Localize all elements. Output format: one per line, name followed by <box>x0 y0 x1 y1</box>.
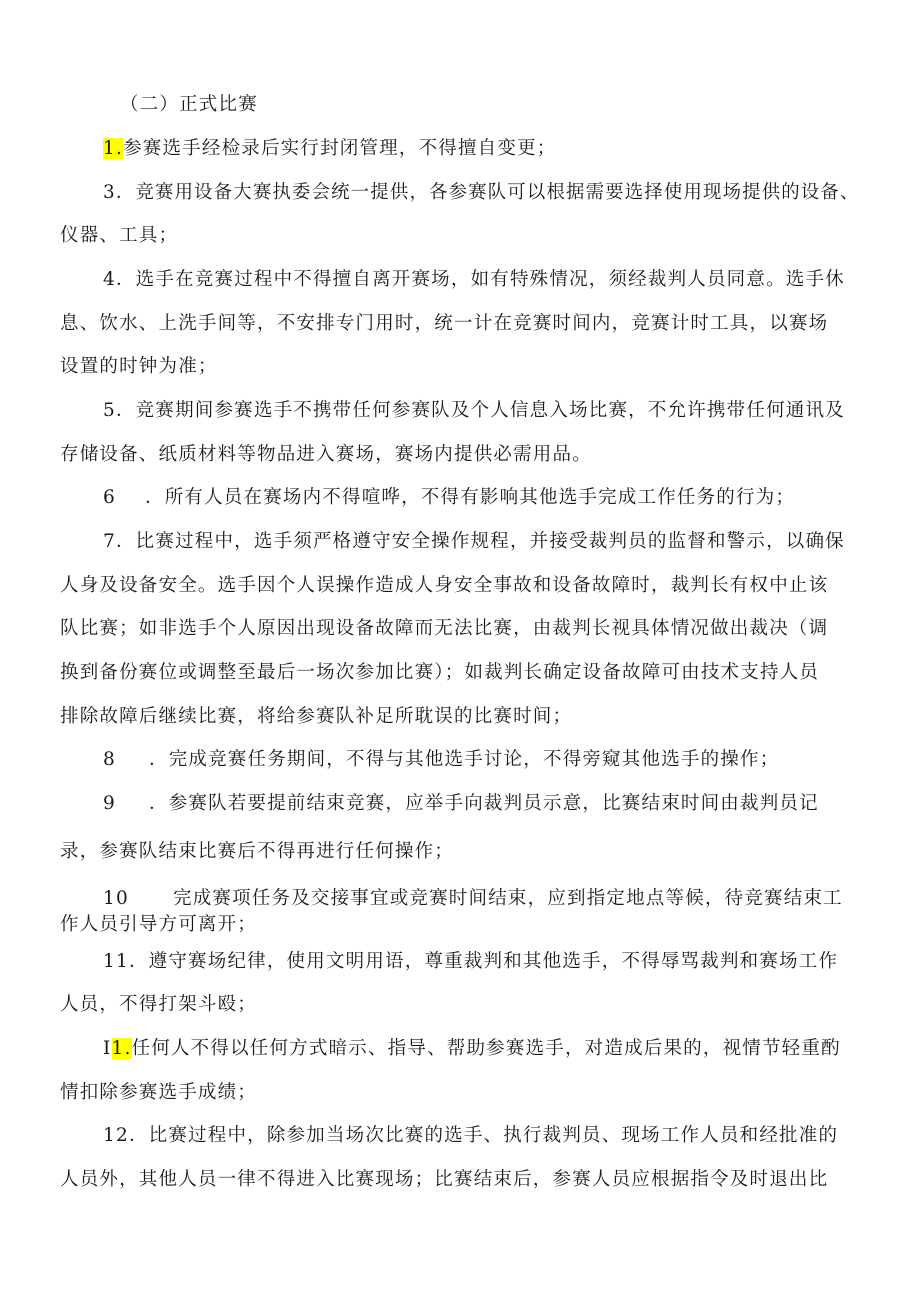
rule-text: ．参赛队若要提前结束竞赛，应举手向裁判员示意，比赛结束时间由裁判员记 <box>149 793 819 814</box>
rule-number-highlight: 1. <box>111 1038 132 1059</box>
rule-5-line-1 <box>103 399 845 423</box>
rule-text: 比赛过程中，选手须严格遵守安全操作规程，并接受裁判员的监督和警示，以确保 <box>135 531 845 552</box>
rule-text: 参赛选手经检录后实行封闭管理，不得擅自变更； <box>123 138 557 159</box>
rule-4-line-1 <box>103 268 845 292</box>
rule-text: 比赛过程中，除参加当场次比赛的选手、执行裁判员、现场工作人员和经批准的 <box>148 1125 839 1146</box>
rule-4-line-3: 设置的时钟为准； <box>60 356 218 377</box>
rule-number: 12． <box>103 1125 149 1146</box>
rule-number: 4． <box>103 269 136 290</box>
rule-number: 10 <box>103 888 129 909</box>
rule-text: 完成赛项任务及交接事宜或竞赛时间结束，应到指定地点等候，待竞赛结束工 <box>173 888 843 909</box>
rule-number: 7． <box>103 531 136 552</box>
rule-5-line-2: 存储设备、纸质材料等物品进入赛场，赛场内提供必需用品。 <box>60 444 592 465</box>
rule-number-prefix: I <box>103 1038 112 1059</box>
rule-10-line-1 <box>103 887 843 911</box>
rule-number: 8 <box>103 749 116 770</box>
rule-8-line-1 <box>103 748 779 772</box>
rule-12-line-2: 人员外，其他人员一律不得进入比赛现场；比赛结束后，参赛人员应根据指令及时退出比 <box>60 1169 829 1190</box>
rule-7-line-3: 队比赛；如非选手个人原因出现设备故障而无法比赛，由裁判长视具体情况做出裁决（调 <box>60 618 829 639</box>
rule-number: 3． <box>103 182 136 203</box>
rule-text: 选手在竞赛过程中不得擅自离开赛场，如有特殊情况，须经裁判人员同意。选手休 <box>135 269 845 290</box>
rule-i1-line-2: 情扣除参赛选手成绩； <box>60 1082 258 1103</box>
rule-text: ．所有人员在赛场内不得喧哗，不得有影响其他选手完成工作任务的行为； <box>145 487 796 508</box>
rule-7-line-2: 人身及设备安全。选手因个人误操作造成人身安全事故和设备故障时，裁判长有权中止该 <box>60 575 829 596</box>
rule-text: ．完成竞赛任务期间，不得与其他选手讨论，不得旁窥其他选手的操作； <box>149 749 780 770</box>
rule-12-line-1 <box>103 1124 838 1148</box>
rule-7-line-4: 换到备份赛位或调整至最后一场次参加比赛）；如裁判长确定设备故障可由技术支持人员 <box>60 662 820 683</box>
rule-3-line-2: 仪器、工具； <box>60 225 179 246</box>
rule-1-line-1 <box>103 137 556 161</box>
rule-3-line-1 <box>103 181 860 205</box>
rule-6-line-1 <box>103 486 795 510</box>
rule-4-line-2: 息、饮水、上洗手间等，不安排专门用时，统一计在竞赛时间内，竞赛计时工具，以赛场 <box>60 313 829 334</box>
rule-10-line-2: 作人员引导方可离开； <box>60 914 258 935</box>
rule-9-line-1 <box>103 792 819 816</box>
rule-9-line-2: 录，参赛队结束比赛后不得再进行任何操作； <box>60 841 455 862</box>
section-heading: （二）正式比赛 <box>120 94 258 115</box>
rule-11-line-2: 人员，不得打架斗殴； <box>60 994 258 1015</box>
rule-11-line-1 <box>103 950 838 974</box>
rule-number: 6 <box>103 487 116 508</box>
rule-text: 竞赛用设备大赛执委会统一提供，各参赛队可以根据需要选择使用现场提供的设备、 <box>135 182 860 203</box>
rule-text: 遵守赛场纪律，使用文明用语，尊重裁判和其他选手，不得辱骂裁判和赛场工作 <box>148 951 839 972</box>
rule-7-line-1 <box>103 530 845 554</box>
rule-i1-line-1 <box>103 1037 841 1061</box>
rule-text: 任何人不得以任何方式暗示、指导、帮助参赛选手，对造成后果的，视情节轻重酌 <box>131 1038 841 1059</box>
rule-number-highlight: 1. <box>103 138 124 159</box>
rule-text: 竞赛期间参赛选手不携带任何参赛队及个人信息入场比赛，不允许携带任何通讯及 <box>135 400 845 421</box>
rule-7-line-5: 排除故障后继续比赛，将给参赛队补足所耽误的比赛时间； <box>60 706 573 727</box>
rule-number: 9 <box>103 793 116 814</box>
rule-number: 5． <box>103 400 136 421</box>
rule-number: 11． <box>103 951 149 972</box>
